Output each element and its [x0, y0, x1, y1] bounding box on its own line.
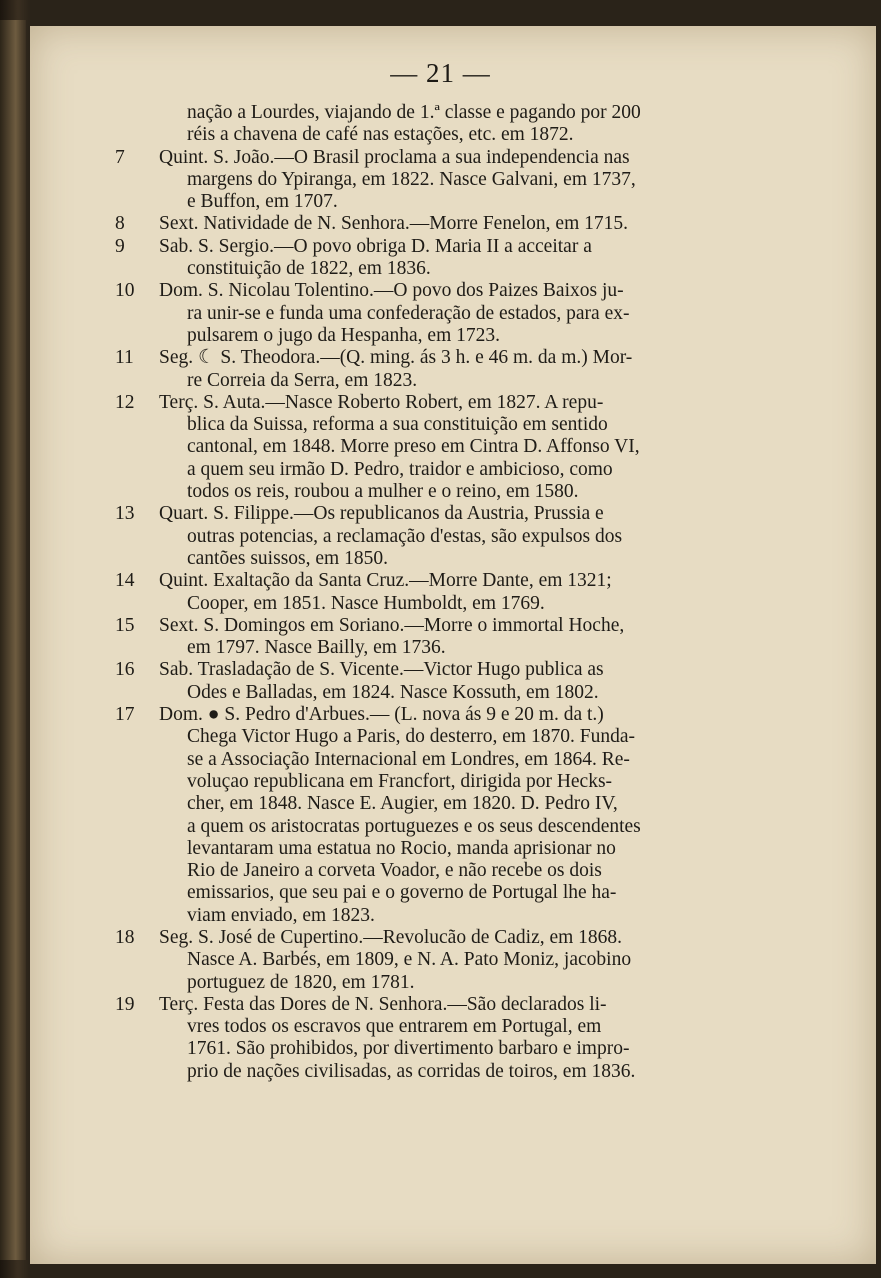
day-number: 14: [115, 570, 135, 592]
page-number: — 21 —: [390, 58, 491, 88]
entry-text: [159, 392, 775, 503]
text-line: Quint. Exaltação da Santa Cruz.—Morre Dante, em 1321;: [159, 570, 612, 592]
calendar-entry: [115, 347, 775, 392]
day-number: 12: [115, 391, 135, 413]
text-line: ra unir-se e funda uma confederação de estados, para ex-: [187, 302, 630, 324]
text-line: levantaram uma estatua no Rocio, manda aprisionar no: [187, 837, 616, 859]
text-line: a quem os aristocratas portuguezes e os seus descendentes: [187, 815, 641, 837]
book-spine-edge: [0, 20, 26, 1260]
text-line: se a Associação Internacional em Londres, em 1864. Re-: [187, 748, 630, 770]
entry-text: [159, 927, 775, 994]
text-line: Dom. S. Nicolau Tolentino.—O povo dos Paizes Baixos ju-: [159, 280, 624, 302]
calendar-entry: [115, 503, 775, 570]
text-line: cher, em 1848. Nasce E. Augier, em 1820. D. Pedro IV,: [187, 793, 618, 815]
day-number: 16: [115, 659, 135, 681]
text-line: constituição de 1822, em 1836.: [187, 258, 431, 280]
entry-text: [159, 102, 775, 147]
entry-text: [159, 236, 775, 281]
day-number: 17: [115, 704, 135, 726]
text-line: outras potencias, a reclamação d'estas, são expulsos dos: [187, 525, 623, 547]
text-line: Quint. S. João.—O Brasil proclama a sua independencia nas: [159, 146, 630, 168]
text-line: re Correia da Serra, em 1823.: [187, 369, 418, 391]
entry-text: [159, 213, 775, 235]
text-line: Odes e Balladas, em 1824. Nasce Kossuth, em 1802.: [187, 681, 599, 703]
entry-text: [159, 147, 775, 214]
text-line: em 1797. Nasce Bailly, em 1736.: [187, 637, 446, 659]
text-line: portuguez de 1820, em 1781.: [187, 971, 415, 993]
text-line: Sext. Natividade de N. Senhora.—Morre Fenelon, em 1715.: [159, 213, 628, 235]
text-line: Rio de Janeiro a corveta Voador, e não recebe os dois: [187, 860, 602, 882]
text-line: Cooper, em 1851. Nasce Humboldt, em 1769.: [187, 592, 545, 614]
day-number: 9: [115, 235, 125, 257]
text-line: Nasce A. Barbés, em 1809, e N. A. Pato Moniz, jacobino: [187, 949, 632, 971]
text-line: cantões suissos, em 1850.: [187, 547, 388, 569]
entry-text: [159, 659, 775, 704]
day-number: 8: [115, 213, 125, 235]
day-number: 19: [115, 993, 135, 1015]
almanac-entries: [115, 102, 775, 1083]
text-line: Quart. S. Filippe.—Os republicanos da Austria, Prussia e: [159, 503, 604, 525]
text-line: prio de nações civilisadas, as corridas de toiros, em 1836.: [187, 1060, 636, 1082]
text-line: viam enviado, em 1823.: [187, 904, 375, 926]
entry-text: [159, 570, 775, 615]
day-number: 13: [115, 503, 135, 525]
entry-text: [159, 994, 775, 1083]
text-line: 1761. São prohibidos, por divertimento barbaro e impro-: [187, 1038, 630, 1060]
text-line: a quem seu irmão D. Pedro, traidor e ambicioso, como: [187, 458, 613, 480]
calendar-entry: [115, 147, 775, 214]
calendar-entry: [115, 392, 775, 503]
calendar-entry: [115, 659, 775, 704]
text-line: réis a chavena de café nas estações, etc. em 1872.: [187, 124, 574, 146]
text-line: Dom. ● S. Pedro d'Arbues.— (L. nova ás 9 e 20 m. da t.): [159, 704, 604, 726]
text-line: e Buffon, em 1707.: [187, 191, 338, 213]
calendar-entry: [115, 927, 775, 994]
text-line: todos os reis, roubou a mulher e o reino, em 1580.: [187, 481, 579, 503]
day-number: 18: [115, 926, 135, 948]
text-line: nação a Lourdes, viajando de 1.ª classe e pagando por 200: [187, 102, 641, 123]
text-line: Sext. S. Domingos em Soriano.—Morre o immortal Hoche,: [159, 614, 625, 636]
text-line: pulsarem o jugo da Hespanha, em 1723.: [187, 324, 501, 346]
entry-text: [159, 347, 775, 392]
text-line: Terç. Festa das Dores de N. Senhora.—São declarados li-: [159, 993, 607, 1015]
entry-text: [159, 615, 775, 660]
calendar-entry: [115, 994, 775, 1083]
calendar-entry: [115, 236, 775, 281]
text-line: emissarios, que seu pai e o governo de Portugal lhe ha-: [187, 882, 617, 904]
text-line: voluçao republicana em Francfort, dirigida por Hecks-: [187, 770, 613, 792]
text-line: vres todos os escravos que entrarem em Portugal, em: [187, 1016, 602, 1038]
text-line: Seg. ☾ S. Theodora.—(Q. ming. ás 3 h. e 46 m. da m.) Mor-: [159, 347, 633, 369]
entry-text: [159, 503, 775, 570]
text-line: Sab. Trasladação de S. Vicente.—Victor Hugo publica as: [159, 659, 604, 681]
text-line: Terç. S. Auta.—Nasce Roberto Robert, em 1827. A repu-: [159, 391, 604, 413]
entry-text: [159, 280, 775, 347]
entry-text: [159, 704, 775, 927]
text-line: cantonal, em 1848. Morre preso em Cintra D. Affonso VI,: [187, 436, 640, 458]
text-line: Sab. S. Sergio.—O povo obriga D. Maria II a acceitar a: [159, 235, 592, 257]
calendar-entry: [115, 570, 775, 615]
text-line: Chega Victor Hugo a Paris, do desterro, em 1870. Funda-: [187, 726, 635, 748]
day-number: 11: [115, 347, 134, 369]
text-line: Seg. S. José de Cupertino.—Revolucão de Cadiz, em 1868.: [159, 926, 623, 948]
day-number: 10: [115, 280, 135, 302]
text-line: blica da Suissa, reforma a sua constituição em sentido: [187, 414, 608, 436]
calendar-entry: [115, 102, 775, 147]
calendar-entry: [115, 280, 775, 347]
day-number: 7: [115, 146, 125, 168]
calendar-entry: [115, 615, 775, 660]
day-number: 15: [115, 614, 135, 636]
calendar-entry: [115, 704, 775, 927]
calendar-entry: [115, 213, 775, 235]
text-line: margens do Ypiranga, em 1822. Nasce Galvani, em 1737,: [187, 168, 636, 190]
